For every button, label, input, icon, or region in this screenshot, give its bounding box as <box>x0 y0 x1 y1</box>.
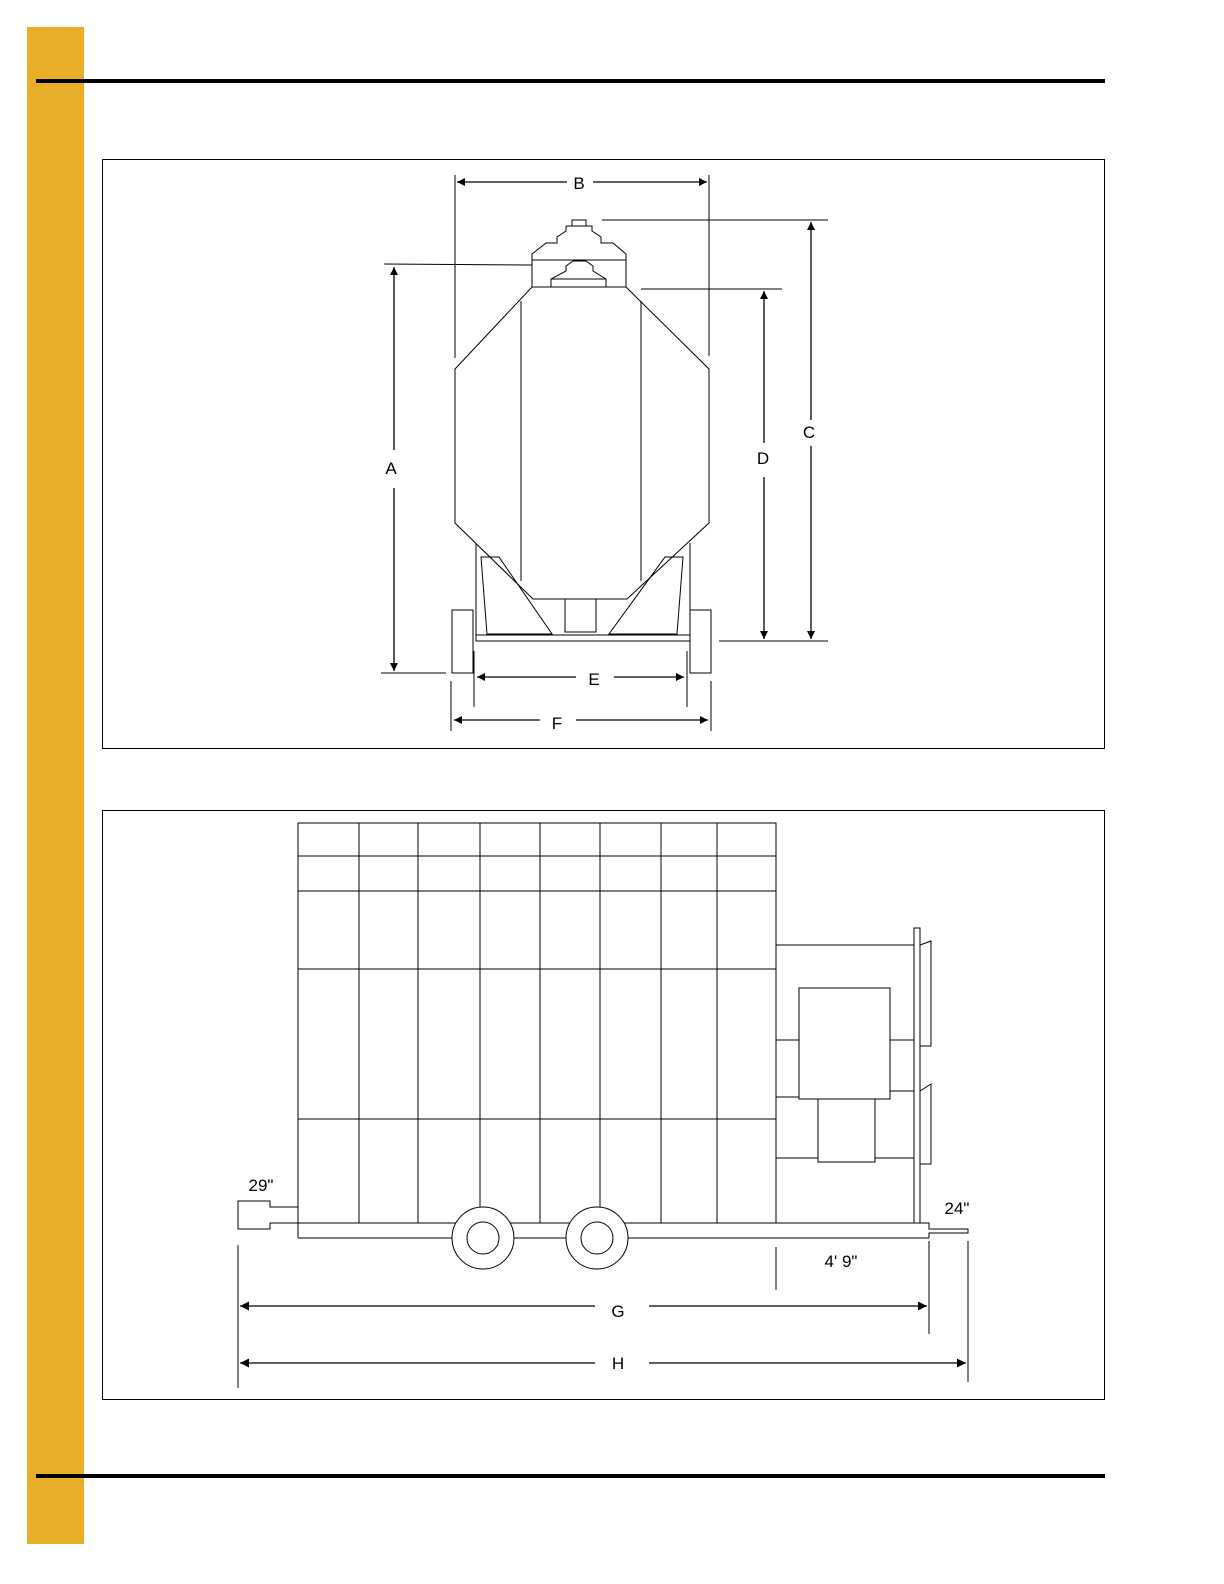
dim-label-e: E <box>588 670 600 689</box>
dim-label-g: G <box>611 1302 625 1321</box>
dim-label-b: B <box>573 174 585 193</box>
dim-label-f: F <box>551 714 563 733</box>
side-dimension-arrows <box>240 1306 966 1363</box>
front-view-panel <box>102 159 1105 749</box>
header-rule <box>36 79 1105 83</box>
dim-label-c: C <box>802 423 816 442</box>
dim-rear-24in: 24" <box>944 1199 970 1218</box>
dim-hitch-29in: 29" <box>248 1176 274 1195</box>
footer-rule <box>36 1474 1105 1478</box>
dryer-side-outline <box>238 823 968 1269</box>
side-view-panel <box>102 810 1105 1400</box>
front-dimension-arrows <box>394 182 811 720</box>
dim-label-a: A <box>385 459 397 478</box>
dryer-front-outline <box>452 220 711 673</box>
front-view-diagram <box>103 160 1104 748</box>
dim-label-h: H <box>611 1354 625 1373</box>
side-accent-bar <box>27 27 84 1544</box>
dim-offset-4ft9in: 4' 9" <box>824 1252 858 1271</box>
side-view-diagram <box>103 811 1104 1399</box>
dim-label-d: D <box>756 449 770 468</box>
